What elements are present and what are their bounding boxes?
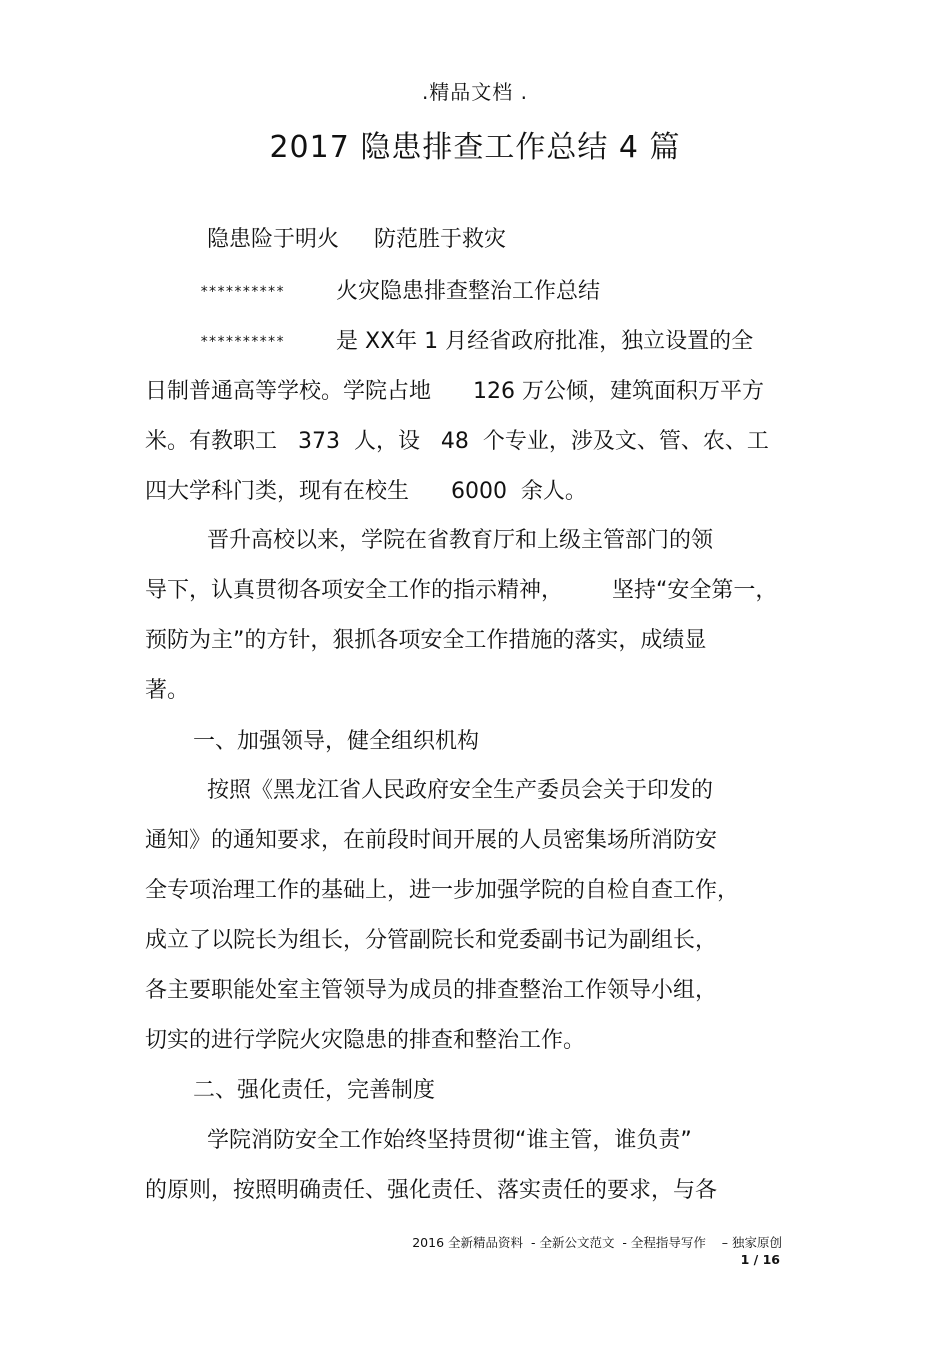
body-line: 日制普通高等学校。学院占地 126 万公倾，建筑面积万平方 <box>145 379 764 404</box>
body-line: 学院消防安全工作始终坚持贯彻“谁主管，谁负责” <box>207 1128 692 1153</box>
body-line: 成立了以院长为组长，分管副院长和党委副书记为副组长， <box>145 928 718 953</box>
section-heading: 二、强化责任，完善制度 <box>193 1078 436 1103</box>
redacted-name: ********** <box>200 284 285 300</box>
body-line: 晋升高校以来，学院在省教育厅和上级主管部门的领 <box>207 528 714 553</box>
body-line: 预防为主”的方针，狠抓各项安全工作措施的落实，成绩显 <box>145 628 707 653</box>
body-line: 全专项治理工作的基础上，进一步加强学院的自检自查工作， <box>145 878 740 903</box>
body-line: 米。有教职工 373 人，设 48 个专业，涉及文、管、农、工 <box>145 429 769 454</box>
body-line: 著。 <box>145 678 190 703</box>
body-line: 四大学科门类，现有在校生 6000 余人。 <box>145 479 587 504</box>
body-line: 导下，认真贯彻各项安全工作的指示精神， 坚持“安全第一， <box>145 578 778 603</box>
body-line: 的原则，按照明确责任、强化责任、落实责任的要求，与各 <box>145 1178 718 1203</box>
body-line: 通知》的通知要求，在前段时间开展的人员密集场所消防安 <box>145 828 718 853</box>
subtitle-line: 火灾隐患排查整治工作总结 <box>336 279 601 304</box>
section-heading: 一、加强领导，健全组织机构 <box>193 729 480 754</box>
page-number: 1 / 16 <box>740 1252 780 1267</box>
redacted-name: ********** <box>200 334 285 350</box>
body-line: 各主要职能处室主管领导为成员的排查整治工作领导小组， <box>145 978 718 1003</box>
body-line: 切实的进行学院火灾隐患的排查和整治工作。 <box>145 1028 586 1053</box>
body-line: 按照《黑龙江省人民政府安全生产委员会关于印发的 <box>207 778 714 803</box>
page-header: .精品文档 . <box>421 80 529 104</box>
slogan-line: 隐患险于明火 防范胜于救灾 <box>207 227 506 252</box>
body-line: 是 XX年 1 月经省政府批准，独立设置的全 <box>336 329 754 354</box>
page-footer: 2016 全新精品资料 - 全新公文范文 - 全程指导写作 – 独家原创 <box>412 1235 782 1250</box>
document-title: 2017 隐患排查工作总结 4 篇 <box>269 130 681 165</box>
